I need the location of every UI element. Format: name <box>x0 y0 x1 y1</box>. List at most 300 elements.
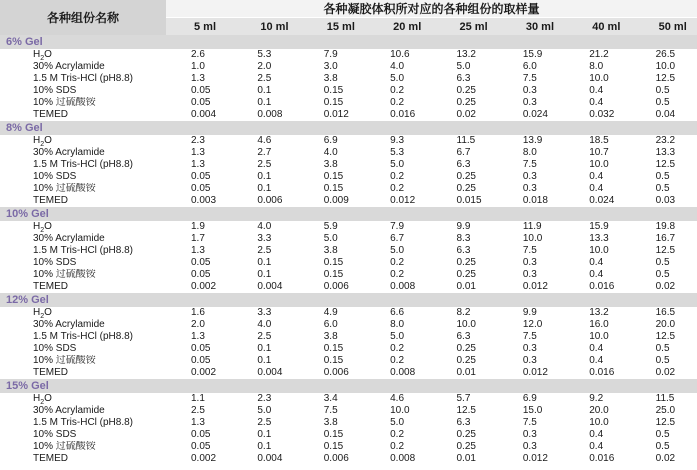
component-name: TEMED <box>33 453 68 464</box>
amount-cell: 12.0 <box>522 319 543 330</box>
amount-cell: 0.002 <box>191 281 217 292</box>
amount-cell: 0.2 <box>390 441 405 452</box>
amount-cell: 12.5 <box>655 417 676 428</box>
gel-group-label: 10% Gel <box>0 207 697 221</box>
amount-cell: 11.5 <box>655 393 675 404</box>
amount-cell: 6.3 <box>456 73 471 84</box>
component-name: TEMED <box>33 109 68 120</box>
component-name: 10% 过硫酸铵 <box>33 183 96 194</box>
amount-cell: 0.006 <box>257 195 283 206</box>
amount-cell: 2.6 <box>191 49 205 60</box>
table-row <box>0 429 697 441</box>
amount-cell: 0.1 <box>257 441 272 452</box>
amount-cell: 0.012 <box>522 453 548 464</box>
amount-cell: 0.2 <box>390 269 405 280</box>
amount-cell: 6.7 <box>390 233 405 244</box>
amount-cell: 0.25 <box>456 269 476 280</box>
amount-cell: 0.25 <box>456 343 476 354</box>
amount-cell: 21.2 <box>589 49 609 60</box>
amount-cell: 8.0 <box>522 147 537 158</box>
table-row <box>0 245 697 257</box>
amount-cell: 4.0 <box>257 319 272 330</box>
amount-cell: 0.01 <box>456 281 476 292</box>
amount-cell: 0.4 <box>589 183 604 194</box>
amount-cell: 0.5 <box>655 269 670 280</box>
table-row <box>0 73 697 85</box>
amount-cell: 0.2 <box>390 429 405 440</box>
table-row <box>0 159 697 171</box>
amount-cell: 0.5 <box>655 183 670 194</box>
amount-cell: 7.9 <box>323 49 338 60</box>
volume-header: 15 ml <box>299 18 365 36</box>
component-name: 10% 过硫酸铵 <box>33 441 96 452</box>
amount-cell: 6.3 <box>456 245 471 256</box>
amount-cell: 1.0 <box>191 61 205 72</box>
table-row <box>0 109 697 121</box>
amount-cell: 0.2 <box>390 85 405 96</box>
amount-cell: 1.3 <box>191 159 205 170</box>
amount-cell: 4.9 <box>323 307 338 318</box>
amount-cell: 5.0 <box>390 331 405 342</box>
component-name: TEMED <box>33 195 68 206</box>
amount-cell: 0.008 <box>390 367 416 378</box>
component-name: 1.5 M Tris-HCl (pH8.8) <box>33 245 134 256</box>
amount-cell: 7.5 <box>522 73 537 84</box>
amount-cell: 0.3 <box>522 171 537 182</box>
amount-cell: 11.5 <box>456 135 476 146</box>
table-row <box>0 171 697 183</box>
amount-cell: 9.2 <box>589 393 604 404</box>
amount-cell: 0.1 <box>257 85 272 96</box>
amount-cell: 0.016 <box>589 453 615 464</box>
amount-cell: 0.5 <box>655 355 670 366</box>
amount-cell: 0.2 <box>390 171 405 182</box>
amount-cell: 2.3 <box>191 135 205 146</box>
component-name: $H_2O$ <box>33 393 52 405</box>
amount-cell: 0.3 <box>522 441 537 452</box>
amount-cell: 0.3 <box>522 97 537 108</box>
amount-cell: 5.0 <box>390 417 405 428</box>
amount-cell: 6.7 <box>456 147 471 158</box>
amount-cell: 10.6 <box>390 49 410 60</box>
amount-cell: 0.012 <box>522 367 548 378</box>
amount-cell: 0.15 <box>323 171 344 182</box>
amount-cell: 9.9 <box>456 221 471 232</box>
table-row <box>0 393 697 405</box>
amount-cell: 0.15 <box>323 355 344 366</box>
amount-cell: 0.02 <box>456 109 476 120</box>
amount-cell: 0.4 <box>589 257 604 268</box>
amount-cell: 11.9 <box>522 221 542 232</box>
table-row <box>0 269 697 281</box>
amount-cell: 0.25 <box>456 441 476 452</box>
amount-cell: 0.02 <box>655 453 676 464</box>
amount-cell: 13.2 <box>456 49 476 60</box>
amount-cell: 0.003 <box>191 195 217 206</box>
amount-cell: 12.5 <box>655 331 676 342</box>
component-name: 10% SDS <box>33 85 77 96</box>
amount-cell: 9.3 <box>390 135 405 146</box>
amount-cell: 6.3 <box>456 417 471 428</box>
amount-cell: 2.5 <box>257 417 272 428</box>
amount-cell: 0.03 <box>655 195 676 206</box>
amount-cell: 0.15 <box>323 97 344 108</box>
amount-cell: 1.3 <box>191 417 205 428</box>
amount-cell: 5.3 <box>390 147 405 158</box>
amount-cell: 3.0 <box>323 61 338 72</box>
amount-cell: 7.9 <box>390 221 405 232</box>
amount-cell: 10.0 <box>655 61 676 72</box>
gel-group-label: 15% Gel <box>0 379 697 393</box>
amount-cell: 0.15 <box>323 441 344 452</box>
amount-cell: 0.1 <box>257 257 272 268</box>
table-row <box>0 453 697 465</box>
amount-cell: 0.15 <box>323 85 344 96</box>
amount-cell: 0.016 <box>589 281 615 292</box>
component-name: 1.5 M Tris-HCl (pH8.8) <box>33 73 134 84</box>
amount-cell: 23.2 <box>655 135 676 146</box>
table-row <box>0 319 697 331</box>
gel-group-label: 12% Gel <box>0 293 697 307</box>
amount-cell: 0.006 <box>323 453 349 464</box>
amount-cell: 16.5 <box>655 307 676 318</box>
amount-cell: 0.2 <box>390 355 405 366</box>
component-name: 1.5 M Tris-HCl (pH8.8) <box>33 159 134 170</box>
amount-cell: 0.15 <box>323 429 344 440</box>
amount-cell: 0.3 <box>522 355 537 366</box>
volume-header: 50 ml <box>631 18 697 36</box>
amount-cell: 8.2 <box>456 307 471 318</box>
amount-cell: 0.015 <box>456 195 482 206</box>
table-row <box>0 257 697 269</box>
amount-cell: 6.3 <box>456 331 471 342</box>
amount-cell: 4.0 <box>390 61 405 72</box>
amount-cell: 8.0 <box>589 61 604 72</box>
component-name: 10% SDS <box>33 257 77 268</box>
amount-cell: 7.5 <box>522 245 537 256</box>
component-name: 10% 过硫酸铵 <box>33 269 96 280</box>
amount-cell: 18.5 <box>589 135 609 146</box>
volume-header: 40 ml <box>564 18 630 36</box>
amount-cell: 0.4 <box>589 171 604 182</box>
table-row <box>0 441 697 453</box>
component-name: TEMED <box>33 281 68 292</box>
amount-cell: 6.9 <box>522 393 537 404</box>
amount-cell: 0.25 <box>456 97 476 108</box>
amount-cell: 0.012 <box>390 195 416 206</box>
amount-cell: 0.1 <box>257 355 272 366</box>
amount-cell: 26.5 <box>655 49 676 60</box>
volume-header: 5 ml <box>166 18 232 36</box>
amount-cell: 2.3 <box>257 393 272 404</box>
amount-cell: 5.7 <box>456 393 471 404</box>
amount-cell: 0.05 <box>191 429 211 440</box>
amount-cell: 10.0 <box>589 73 609 84</box>
amount-cell: 6.0 <box>323 319 338 330</box>
amount-cell: 0.5 <box>655 429 670 440</box>
amount-cell: 1.9 <box>191 221 205 232</box>
component-name: $H_2O$ <box>33 307 52 319</box>
amount-cell: 6.3 <box>456 159 471 170</box>
amount-cell: 0.2 <box>390 97 405 108</box>
volume-header: 25 ml <box>432 18 498 36</box>
gel-group-header <box>0 121 697 135</box>
amount-cell: 0.008 <box>257 109 283 120</box>
amount-cell: 7.5 <box>522 331 537 342</box>
table-row <box>0 183 697 195</box>
amount-cell: 0.4 <box>589 441 604 452</box>
table-row <box>0 355 697 367</box>
amount-cell: 12.5 <box>655 73 676 84</box>
amount-cell: 0.05 <box>191 441 211 452</box>
amount-cell: 0.25 <box>456 257 476 268</box>
amount-cell: 7.5 <box>522 159 537 170</box>
amount-cell: 0.2 <box>390 343 405 354</box>
component-name: 10% SDS <box>33 171 77 182</box>
amount-cell: 3.8 <box>323 73 338 84</box>
amount-cell: 5.0 <box>390 245 405 256</box>
component-name: 1.5 M Tris-HCl (pH8.8) <box>33 331 134 342</box>
amount-cell: 13.3 <box>589 233 609 244</box>
amount-cell: 0.024 <box>589 195 615 206</box>
gel-recipe-body <box>0 35 697 465</box>
amount-cell: 0.05 <box>191 97 211 108</box>
amount-cell: 0.3 <box>522 85 537 96</box>
amount-cell: 1.6 <box>191 307 205 318</box>
amount-cell: 8.0 <box>390 319 405 330</box>
amount-cell: 10.0 <box>589 159 609 170</box>
amount-cell: 16.0 <box>589 319 609 330</box>
amount-cell: 0.3 <box>522 343 537 354</box>
amount-cell: 0.004 <box>257 367 283 378</box>
component-name: $H_2O$ <box>33 221 52 233</box>
amount-cell: 0.018 <box>522 195 548 206</box>
table-row <box>0 405 697 417</box>
amount-cell: 0.024 <box>522 109 548 120</box>
amount-cell: 3.8 <box>323 159 338 170</box>
amount-cell: 7.5 <box>522 417 537 428</box>
component-name: 30% Acrylamide <box>33 405 105 416</box>
amount-cell: 2.5 <box>257 331 272 342</box>
amount-cell: 0.1 <box>257 429 272 440</box>
amount-cell: 20.0 <box>589 405 609 416</box>
gel-group-header <box>0 207 697 221</box>
amount-cell: 0.006 <box>323 281 349 292</box>
table-row <box>0 97 697 109</box>
table-row <box>0 307 697 319</box>
amount-cell: 3.8 <box>323 245 338 256</box>
amount-cell: 9.9 <box>522 307 537 318</box>
amount-cell: 0.006 <box>323 367 349 378</box>
amount-cell: 2.5 <box>257 159 272 170</box>
amount-cell: 1.1 <box>191 393 205 404</box>
amount-cell: 0.05 <box>191 85 211 96</box>
amount-cell: 13.9 <box>522 135 543 146</box>
amount-cell: 16.7 <box>655 233 676 244</box>
amount-cell: 0.2 <box>390 257 405 268</box>
amount-cell: 1.3 <box>191 73 205 84</box>
amount-cell: 5.0 <box>390 73 405 84</box>
amount-cell: 3.3 <box>257 233 272 244</box>
amount-cell: 0.1 <box>257 97 272 108</box>
amount-cell: 0.016 <box>390 109 416 120</box>
gel-group-label: 6% Gel <box>0 35 697 49</box>
amount-cell: 0.1 <box>257 183 272 194</box>
amount-cell: 0.3 <box>522 269 537 280</box>
amount-cell: 0.5 <box>655 441 670 452</box>
amount-cell: 10.0 <box>390 405 410 416</box>
amount-cell: 2.5 <box>257 73 272 84</box>
component-name: 10% 过硫酸铵 <box>33 97 96 108</box>
table-row <box>0 281 697 293</box>
amount-cell: 19.8 <box>655 221 676 232</box>
amount-cell: 2.7 <box>257 147 272 158</box>
amount-cell: 0.4 <box>589 429 604 440</box>
amount-cell: 0.5 <box>655 85 670 96</box>
amount-cell: 0.004 <box>257 281 283 292</box>
table-row <box>0 195 697 207</box>
amount-cell: 5.9 <box>323 221 338 232</box>
amount-cell: 4.6 <box>390 393 405 404</box>
amount-cell: 10.0 <box>589 331 609 342</box>
amount-cell: 8.3 <box>456 233 471 244</box>
amount-cell: 0.5 <box>655 171 670 182</box>
volume-header: 30 ml <box>498 18 564 36</box>
component-name: 30% Acrylamide <box>33 147 105 158</box>
amount-cell: 10.7 <box>589 147 609 158</box>
amount-cell: 0.05 <box>191 343 211 354</box>
amount-cell: 0.012 <box>522 281 548 292</box>
amount-cell: 2.0 <box>257 61 272 72</box>
amount-cell: 0.5 <box>655 257 670 268</box>
amount-cell: 0.008 <box>390 281 416 292</box>
table-row <box>0 331 697 343</box>
amount-cell: 0.1 <box>257 269 272 280</box>
amount-cell: 1.3 <box>191 331 205 342</box>
amount-cell: 0.04 <box>655 109 676 120</box>
amount-cell: 13.2 <box>589 307 609 318</box>
component-name: $H_2O$ <box>33 135 52 147</box>
component-name: 10% SDS <box>33 429 77 440</box>
table-row <box>0 221 697 233</box>
component-name: 10% 过硫酸铵 <box>33 355 96 366</box>
table-row <box>0 147 697 159</box>
gel-group-header <box>0 293 697 307</box>
amount-cell: 2.5 <box>191 405 205 416</box>
amount-cell: 0.3 <box>522 429 537 440</box>
amount-cell: 0.2 <box>390 183 405 194</box>
amount-cell: 10.0 <box>456 319 476 330</box>
volume-title-header: 各种凝胶体积所对应的各种组份的取样量 <box>166 0 697 18</box>
amount-cell: 4.0 <box>323 147 338 158</box>
amount-cell: 0.032 <box>589 109 615 120</box>
amount-cell: 12.5 <box>655 245 676 256</box>
amount-cell: 0.15 <box>323 183 344 194</box>
volume-header: 20 ml <box>365 18 431 36</box>
amount-cell: 0.008 <box>390 453 416 464</box>
amount-cell: 0.016 <box>589 367 615 378</box>
amount-cell: 0.4 <box>589 85 604 96</box>
amount-cell: 0.15 <box>323 257 344 268</box>
amount-cell: 0.25 <box>456 171 476 182</box>
component-name: TEMED <box>33 367 68 378</box>
amount-cell: 0.004 <box>191 109 217 120</box>
amount-cell: 0.4 <box>589 355 604 366</box>
amount-cell: 15.9 <box>589 221 609 232</box>
table-row <box>0 135 697 147</box>
gel-group-header <box>0 379 697 393</box>
amount-cell: 4.6 <box>257 135 272 146</box>
amount-cell: 1.3 <box>191 245 205 256</box>
amount-cell: 0.25 <box>456 183 476 194</box>
amount-cell: 6.9 <box>323 135 338 146</box>
amount-cell: 0.004 <box>257 453 283 464</box>
amount-cell: 0.25 <box>456 355 476 366</box>
amount-cell: 1.3 <box>191 147 205 158</box>
component-name: 30% Acrylamide <box>33 61 105 72</box>
amount-cell: 15.9 <box>522 49 543 60</box>
amount-cell: 0.15 <box>323 269 344 280</box>
component-name: $H_2O$ <box>33 49 52 61</box>
amount-cell: 0.4 <box>589 269 604 280</box>
amount-cell: 0.05 <box>191 355 211 366</box>
amount-cell: 0.4 <box>589 343 604 354</box>
amount-cell: 0.002 <box>191 367 217 378</box>
amount-cell: 10.0 <box>589 417 609 428</box>
component-name: 1.5 M Tris-HCl (pH8.8) <box>33 417 134 428</box>
amount-cell: 3.3 <box>257 307 272 318</box>
amount-cell: 10.0 <box>589 245 609 256</box>
amount-cell: 0.05 <box>191 183 211 194</box>
amount-cell: 0.4 <box>589 97 604 108</box>
amount-cell: 5.0 <box>390 159 405 170</box>
table-row <box>0 233 697 245</box>
table-row <box>0 61 697 73</box>
amount-cell: 0.05 <box>191 257 211 268</box>
amount-cell: 12.5 <box>655 159 676 170</box>
gel-group-label: 8% Gel <box>0 121 697 135</box>
amount-cell: 0.1 <box>257 171 272 182</box>
amount-cell: 0.3 <box>522 183 537 194</box>
amount-cell: 0.15 <box>323 343 344 354</box>
amount-cell: 0.02 <box>655 281 676 292</box>
amount-cell: 20.0 <box>655 319 676 330</box>
amount-cell: 7.5 <box>323 405 338 416</box>
component-name: 30% Acrylamide <box>33 233 105 244</box>
amount-cell: 0.1 <box>257 343 272 354</box>
amount-cell: 0.5 <box>655 343 670 354</box>
table-row <box>0 49 697 61</box>
table-row <box>0 417 697 429</box>
amount-cell: 0.01 <box>456 453 476 464</box>
amount-cell: 0.25 <box>456 85 476 96</box>
amount-cell: 0.05 <box>191 171 211 182</box>
amount-cell: 0.012 <box>323 109 349 120</box>
amount-cell: 5.0 <box>456 61 471 72</box>
amount-cell: 4.0 <box>257 221 272 232</box>
amount-cell: 6.0 <box>522 61 537 72</box>
amount-cell: 2.0 <box>191 319 205 330</box>
amount-cell: 6.6 <box>390 307 405 318</box>
amount-cell: 0.009 <box>323 195 349 206</box>
amount-cell: 0.3 <box>522 257 537 268</box>
amount-cell: 5.0 <box>323 233 338 244</box>
amount-cell: 0.002 <box>191 453 217 464</box>
amount-cell: 2.5 <box>257 245 272 256</box>
amount-cell: 1.7 <box>191 233 205 244</box>
amount-cell: 0.25 <box>456 429 476 440</box>
gel-group-header <box>0 35 697 49</box>
